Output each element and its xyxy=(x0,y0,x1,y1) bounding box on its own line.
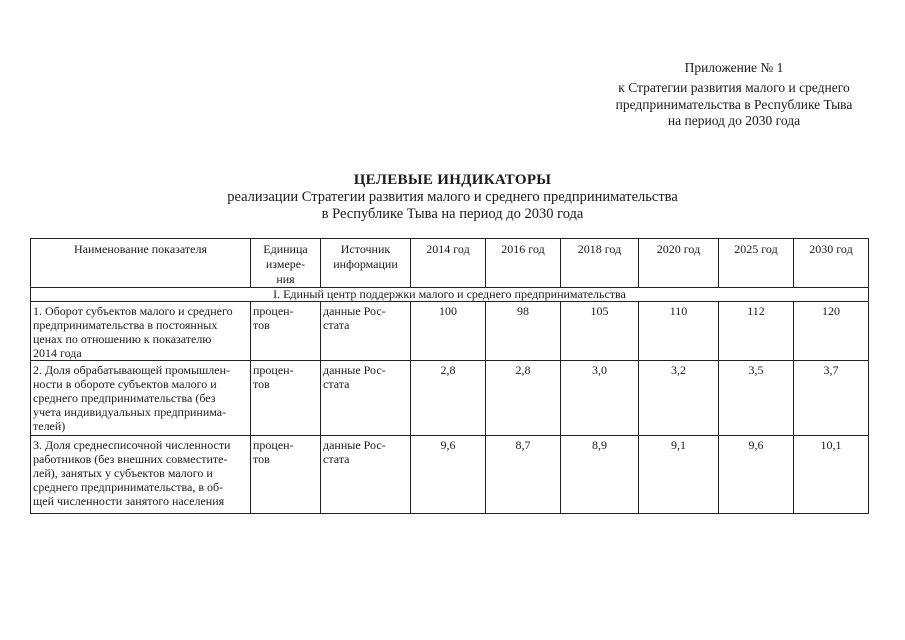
value-2014: 100 xyxy=(411,302,486,361)
appendix-line: на период до 2030 года xyxy=(667,113,801,128)
indicator-name-line: 1. Оборот субъектов малого и среднего xyxy=(33,304,233,318)
indicator-name-line: ности в обороте субъектов малого и xyxy=(33,377,217,391)
header-unit xyxy=(251,239,321,288)
unit-line: процен- xyxy=(253,304,294,318)
source-line: стата xyxy=(323,452,350,466)
indicator-name xyxy=(31,361,251,436)
indicator-name-line: лей), занятых у субъектов малого и xyxy=(33,466,213,480)
indicator-source xyxy=(321,436,411,514)
header-text: Наименование показателя xyxy=(74,241,207,256)
indicator-unit xyxy=(251,436,321,514)
value-2016: 98 xyxy=(486,302,561,361)
indicator-name-line: ценах по отношению к показателю xyxy=(33,332,212,346)
header-year-2018: 2018 год xyxy=(561,239,639,288)
value-2030: 120 xyxy=(794,302,869,361)
header-text: измере- xyxy=(265,256,306,271)
indicator-source xyxy=(321,361,411,436)
indicator-name-line: работников (без внешних совместите- xyxy=(33,452,228,466)
indicator-name-line: 3. Доля среднесписочной численности xyxy=(33,438,231,452)
value-2018: 105 xyxy=(561,302,639,361)
table-row xyxy=(31,361,869,436)
value-2025: 112 xyxy=(719,302,794,361)
indicator-name-line: 2014 года xyxy=(33,346,82,360)
table-row xyxy=(31,302,869,361)
title-heading: ЦЕЛЕВЫЕ ИНДИКАТОРЫ xyxy=(353,172,552,188)
value-2014: 9,6 xyxy=(411,436,486,514)
header-year-2025: 2025 год xyxy=(719,239,794,288)
table-row xyxy=(31,436,869,514)
indicator-name-line: телей) xyxy=(33,419,66,433)
value-2025: 9,6 xyxy=(719,436,794,514)
indicator-name-line: щей численности занятого населения xyxy=(33,494,225,508)
header-source xyxy=(321,239,411,288)
source-line: стата xyxy=(323,377,350,391)
indicator-name-line: учета индивидуальных предпринима- xyxy=(33,405,227,419)
header-text: информации xyxy=(333,256,398,271)
section-row xyxy=(31,288,869,302)
indicator-name xyxy=(31,436,251,514)
header-text: Единица xyxy=(263,241,308,256)
appendix-line: предпринимательства в Республике Тыва xyxy=(615,96,853,112)
source-line: данные Рос- xyxy=(323,438,386,452)
value-2020: 110 xyxy=(639,302,719,361)
indicator-name-line: предпринимательства в постоянных xyxy=(33,318,218,332)
source-line: стата xyxy=(323,318,350,332)
header-text: Источник xyxy=(340,241,391,256)
value-2025: 3,5 xyxy=(719,361,794,436)
value-2018: 3,0 xyxy=(561,361,639,436)
indicator-source xyxy=(321,302,411,361)
indicators-table xyxy=(30,238,869,514)
indicator-unit xyxy=(251,361,321,436)
unit-line: процен- xyxy=(253,363,294,377)
source-line: данные Рос- xyxy=(323,304,386,318)
value-2020: 3,2 xyxy=(639,361,719,436)
value-2014: 2,8 xyxy=(411,361,486,436)
indicator-name-line: среднего предпринимательства, в об- xyxy=(33,480,224,494)
section-title: I. Единый центр поддержки малого и среднего предпринимательства xyxy=(31,288,869,302)
header-year-2030: 2030 год xyxy=(794,239,869,288)
header-year-2014: 2014 год xyxy=(411,239,486,288)
table-header-row xyxy=(31,239,869,288)
indicator-name-line: 2. Доля обрабатывающей промышлен- xyxy=(33,363,231,377)
appendix-number: Приложение № 1 xyxy=(684,60,784,75)
appendix-header xyxy=(593,60,875,130)
unit-line: тов xyxy=(253,452,270,466)
value-2016: 8,7 xyxy=(486,436,561,514)
title-subtitle: в Республике Тыва на период до 2030 года xyxy=(321,206,584,222)
value-2016: 2,8 xyxy=(486,361,561,436)
value-2030: 10,1 xyxy=(794,436,869,514)
unit-line: тов xyxy=(253,377,270,391)
header-year-2016: 2016 год xyxy=(486,239,561,288)
unit-line: процен- xyxy=(253,438,294,452)
appendix-line: к Стратегии развития малого и среднего xyxy=(618,80,850,95)
value-2030: 3,7 xyxy=(794,361,869,436)
header-text: ния xyxy=(276,271,295,286)
document-title xyxy=(0,172,905,223)
value-2018: 8,9 xyxy=(561,436,639,514)
indicator-name xyxy=(31,302,251,361)
title-subtitle: реализации Стратегии развития малого и среднего предпринимательства xyxy=(227,189,678,205)
value-2020: 9,1 xyxy=(639,436,719,514)
source-line: данные Рос- xyxy=(323,363,386,377)
unit-line: тов xyxy=(253,318,270,332)
header-indicator-name xyxy=(31,239,251,288)
indicator-unit xyxy=(251,302,321,361)
header-year-2020: 2020 год xyxy=(639,239,719,288)
indicator-name-line: среднего предпринимательства (без xyxy=(33,391,216,405)
